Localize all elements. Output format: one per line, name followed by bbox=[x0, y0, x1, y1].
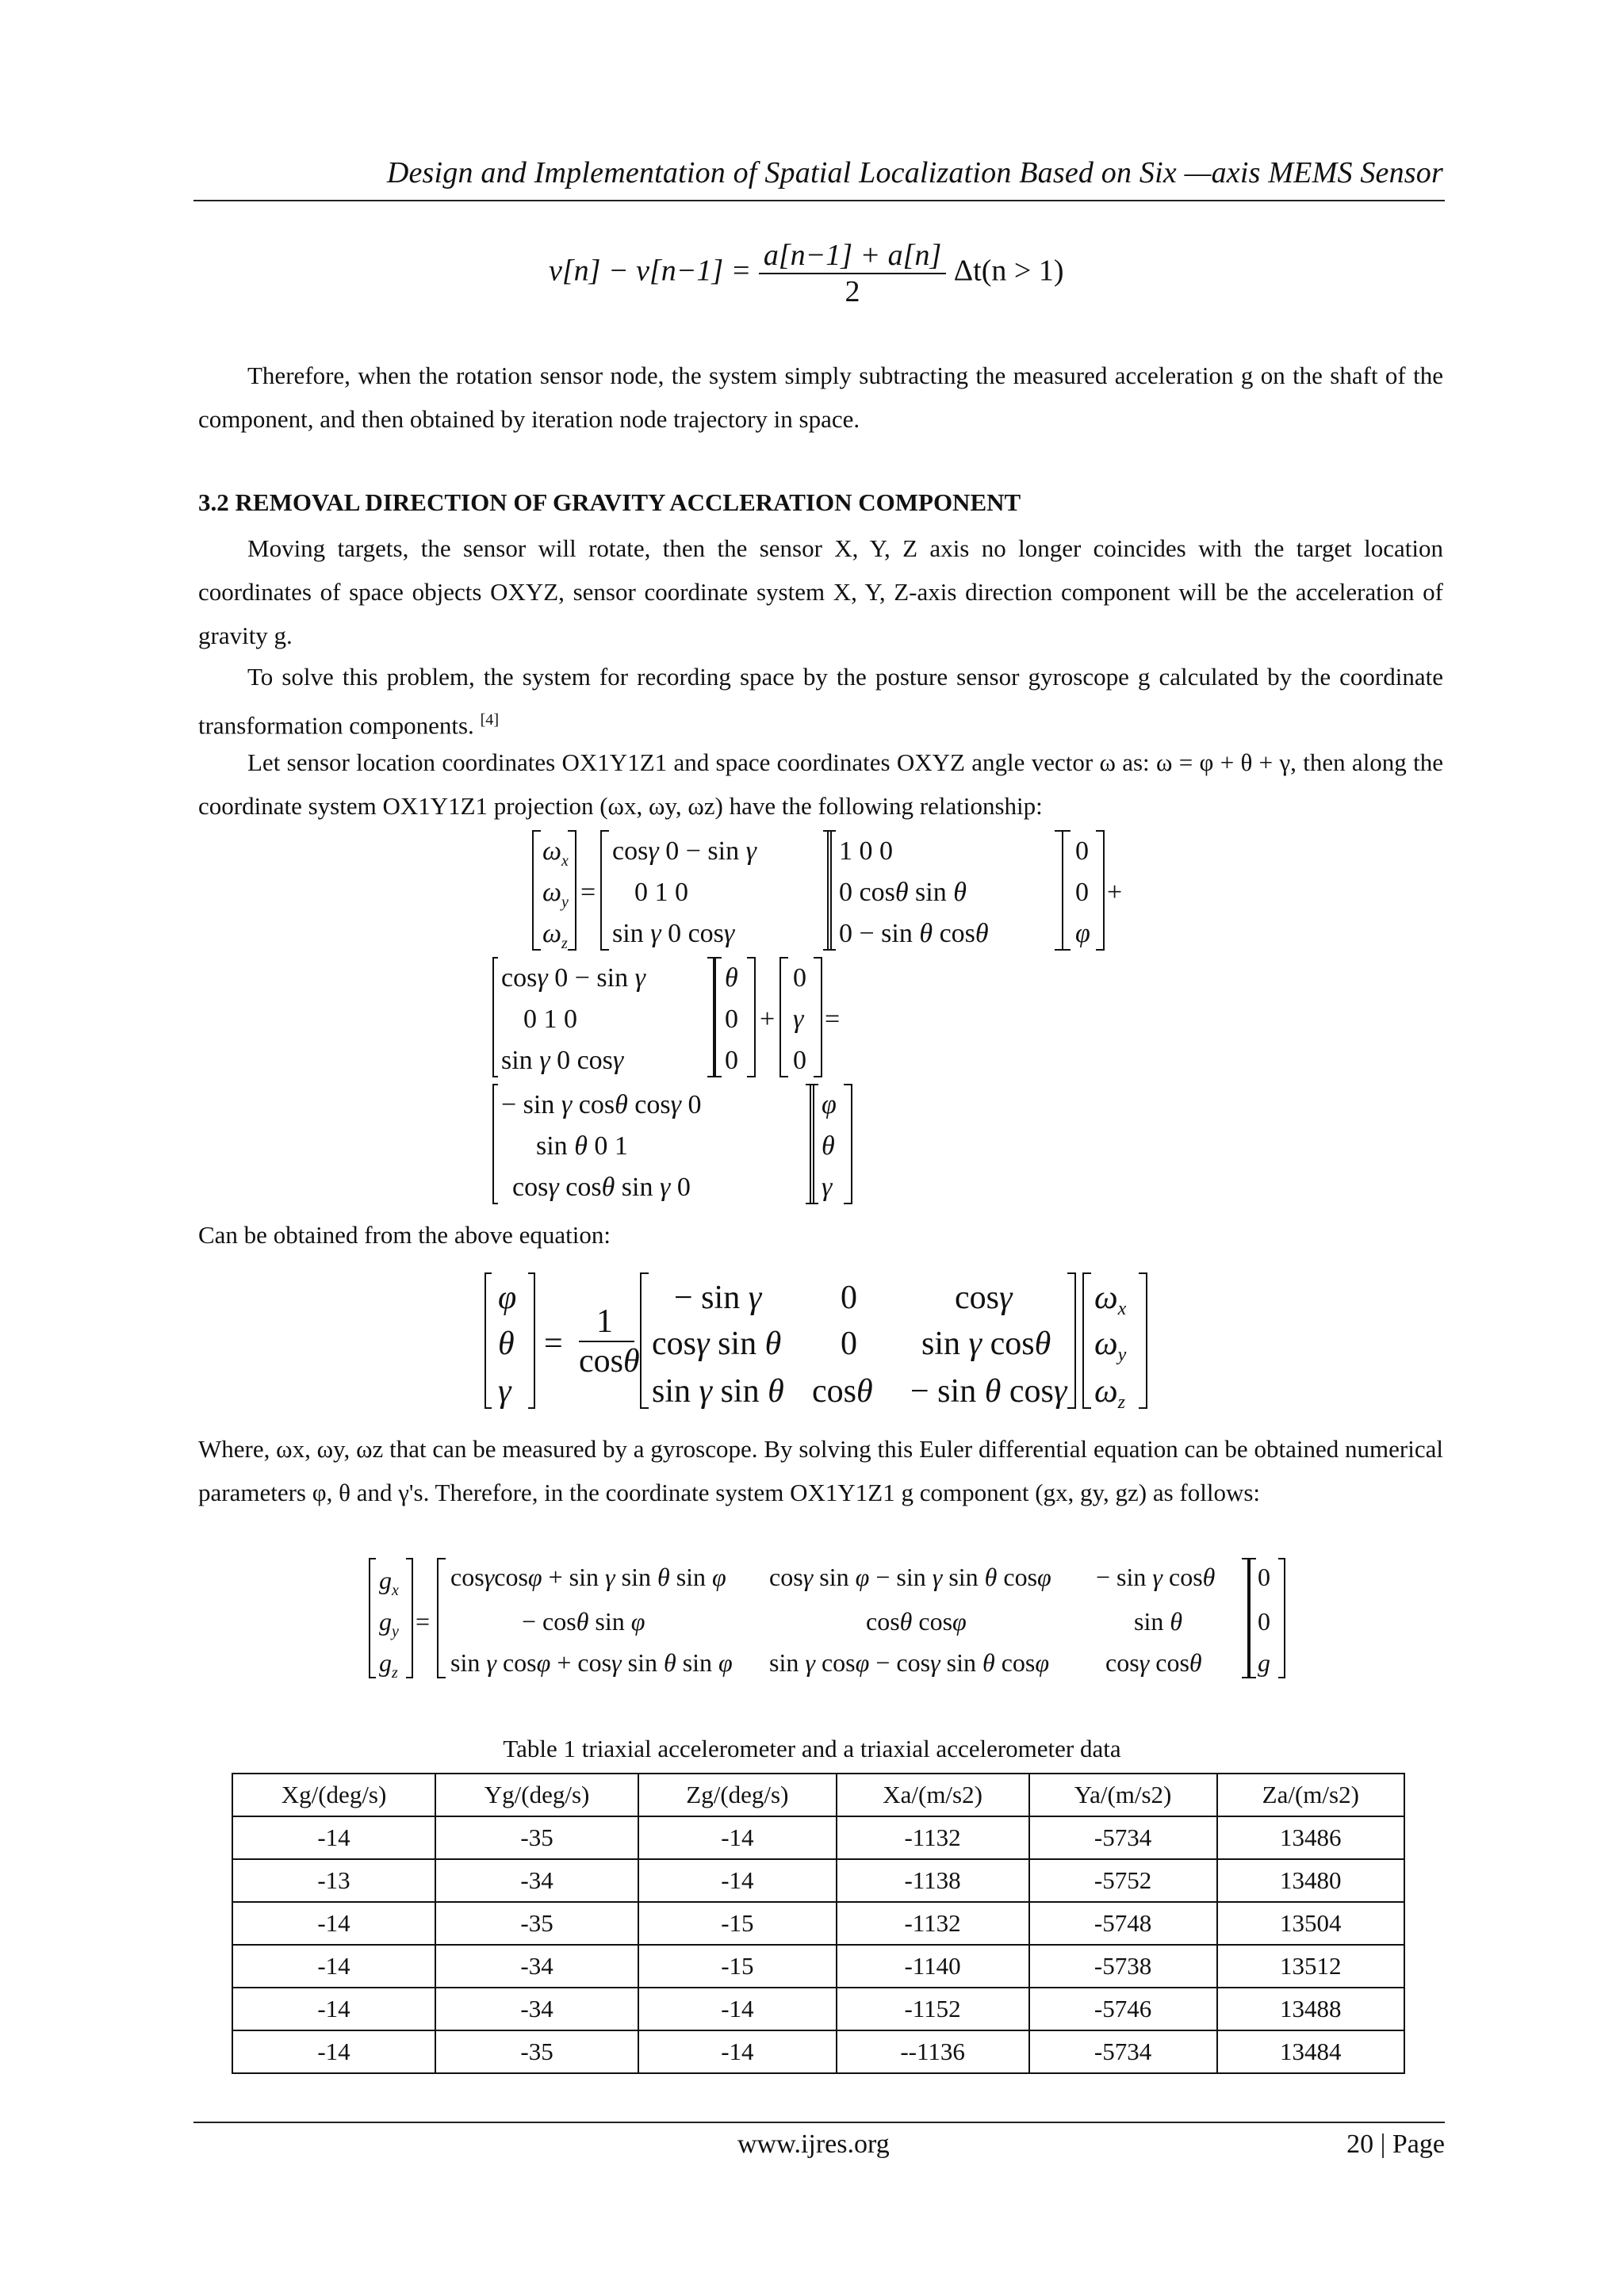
svg-text:cosγcosφ + sin γ sin θ sin φ: cosγcosφ + sin γ sin θ sin φ bbox=[450, 1563, 726, 1591]
svg-text:0 − sin θ cosθ: 0 − sin θ cosθ bbox=[839, 919, 989, 948]
svg-text:cosγ cosθ sin γ 0: cosγ cosθ sin γ 0 bbox=[512, 1173, 691, 1202]
table-row bbox=[232, 2030, 1404, 2073]
svg-text:ωz: ωz bbox=[1094, 1373, 1125, 1411]
svg-text:sin γ sin θ: sin γ sin θ bbox=[652, 1373, 784, 1410]
table-row bbox=[232, 1902, 1404, 1945]
col-header: Ya/(m/s2) bbox=[1029, 1774, 1217, 1816]
table-cell: -14 bbox=[638, 1859, 836, 1902]
svg-text:gz: $g_z$ bbox=[379, 1648, 398, 1681]
table-cell: -14 bbox=[232, 1988, 435, 2030]
paragraph-1: Therefore, when the rotation sensor node, the system simply subtracting the measured acceleration g on the shaft of the component, and then obtained by iteration node trajectory in space. bbox=[198, 362, 1443, 433]
table-cell: 13512 bbox=[1217, 1945, 1404, 1988]
col-header: Xa/(m/s2) bbox=[837, 1774, 1029, 1816]
svg-text:θ: θ bbox=[498, 1326, 515, 1362]
velocity-rhs: Δt(n > 1) bbox=[953, 254, 1064, 288]
table-row bbox=[232, 1816, 1404, 1859]
col-header: Yg/(deg/s) bbox=[435, 1774, 638, 1816]
table-cell: -14 bbox=[232, 1945, 435, 1988]
svg-text:− sin γ cosθ: − sin γ cosθ bbox=[1096, 1563, 1216, 1591]
velocity-lhs: v[n] − v[n−1] = bbox=[549, 254, 752, 288]
svg-text:=: = bbox=[544, 1326, 563, 1362]
svg-text:ωy: $\omega_y$ bbox=[542, 878, 569, 911]
svg-text:0: 0 bbox=[1075, 836, 1089, 866]
table-cell: -15 bbox=[638, 1902, 836, 1945]
svg-text:sin γ 0 cosγ: sin γ 0 cosγ bbox=[501, 1046, 624, 1075]
data-table bbox=[232, 1773, 1405, 2074]
table-cell: 13480 bbox=[1217, 1859, 1404, 1902]
col-header: Za/(m/s2) bbox=[1217, 1774, 1404, 1816]
velocity-equation bbox=[549, 238, 1063, 309]
table-cell: -34 bbox=[435, 1988, 638, 2030]
svg-text:0 cosθ sin θ: 0 cosθ sin θ bbox=[839, 878, 967, 907]
svg-text:− cosθ sin φ: − cosθ sin φ bbox=[522, 1607, 645, 1636]
svg-text:0: 0 bbox=[725, 1004, 738, 1034]
svg-text:=: = bbox=[580, 878, 596, 907]
svg-text:ωz: $\omega_z$ bbox=[542, 919, 568, 952]
velocity-denominator: 2 bbox=[845, 275, 860, 308]
gravity-component-equation bbox=[366, 1554, 1286, 1681]
table-cell: -14 bbox=[638, 2030, 836, 2073]
table-cell: -1140 bbox=[837, 1945, 1029, 1988]
svg-text:sin γ 0 cosγ: sin γ 0 cosγ bbox=[612, 919, 735, 948]
svg-text:1 0 0: 1 0 0 bbox=[839, 836, 893, 866]
svg-text:0: 0 bbox=[841, 1326, 857, 1362]
svg-text:=: = bbox=[416, 1607, 431, 1636]
table-cell: -5752 bbox=[1029, 1859, 1217, 1902]
svg-text:cosθ: cosθ bbox=[579, 1343, 640, 1380]
svg-text:gx: $g_x$ bbox=[379, 1566, 399, 1599]
table-cell: -1132 bbox=[837, 1902, 1029, 1945]
svg-text:θ: θ bbox=[822, 1131, 835, 1161]
table-cell: -1138 bbox=[837, 1859, 1029, 1902]
euler-equation bbox=[481, 1269, 1162, 1411]
table-cell: -34 bbox=[435, 1945, 638, 1988]
svg-text:+: + bbox=[1107, 878, 1123, 907]
svg-text:ωx: $\omega_x$ bbox=[542, 836, 569, 870]
svg-text:cosθ cosφ: cosθ cosφ bbox=[866, 1607, 967, 1636]
svg-text:0 1 0: 0 1 0 bbox=[634, 878, 688, 907]
svg-text:cosγ cosθ: cosγ cosθ bbox=[1105, 1648, 1202, 1677]
running-header: Design and Implementation of Spatial Localization Based on Six —axis MEMS Sensor bbox=[386, 156, 1443, 189]
svg-text:0: 0 bbox=[793, 1046, 806, 1075]
svg-text:ωy: ωy bbox=[1094, 1326, 1127, 1365]
velocity-fraction bbox=[759, 238, 946, 309]
rotation-matrix-equation bbox=[492, 825, 1126, 1205]
svg-text:sin θ 0 1: sin θ 0 1 bbox=[536, 1131, 628, 1161]
svg-text:− sin γ cosθ cosγ 0: − sin γ cosθ cosγ 0 bbox=[501, 1090, 702, 1119]
footer-rule bbox=[193, 2122, 1445, 2123]
paragraph-3 bbox=[198, 655, 1443, 747]
table-cell: 13486 bbox=[1217, 1816, 1404, 1859]
table-row bbox=[232, 1988, 1404, 2030]
svg-text:− sin γ: − sin γ bbox=[674, 1280, 762, 1316]
table-cell: 13488 bbox=[1217, 1988, 1404, 2030]
col-header: Xg/(deg/s) bbox=[232, 1774, 435, 1816]
svg-text:γ: γ bbox=[498, 1373, 511, 1410]
svg-text:cosγ: cosγ bbox=[955, 1280, 1013, 1316]
paragraph-3-text: To solve this problem, the system for recording space by the posture sensor gyroscope g calculated by the coordinate transformation components. bbox=[198, 663, 1443, 740]
citation-ref: [4] bbox=[480, 711, 500, 729]
table-cell: -5738 bbox=[1029, 1945, 1217, 1988]
table-cell: -13 bbox=[232, 1859, 435, 1902]
table-cell: --1136 bbox=[837, 2030, 1029, 2073]
table-row bbox=[232, 1945, 1404, 1988]
table-row bbox=[232, 1859, 1404, 1902]
svg-text:0 1 0: 0 1 0 bbox=[523, 1004, 577, 1034]
velocity-numerator: a[n−1] + a[n] bbox=[759, 238, 946, 274]
svg-text:ωx: ωx bbox=[1094, 1280, 1127, 1319]
table-cell: -14 bbox=[638, 1988, 836, 2030]
svg-text:cosθ: cosθ bbox=[812, 1373, 873, 1410]
svg-text:0: 0 bbox=[793, 963, 806, 993]
svg-text:cosγ 0 − sin γ: cosγ 0 − sin γ bbox=[501, 963, 645, 993]
table-cell: -35 bbox=[435, 1816, 638, 1859]
svg-text:0: 0 bbox=[841, 1280, 857, 1316]
table-cell: -35 bbox=[435, 2030, 638, 2073]
svg-text:sin γ cosθ: sin γ cosθ bbox=[921, 1326, 1051, 1362]
paragraph-4: Let sensor location coordinates OX1Y1Z1 and space coordinates OXYZ angle vector ω as: ω = φ + θ + γ, then along the coordinate system OX1Y1Z1 projection (ωx, ωy, ωz) have the following relationship: bbox=[198, 748, 1443, 820]
table-cell: 13484 bbox=[1217, 2030, 1404, 2073]
svg-text:gy: $g_y$ bbox=[379, 1607, 399, 1640]
table-cell: -14 bbox=[638, 1816, 836, 1859]
paragraph-6: Where, ωx, ωy, ωz that can be measured by a gyroscope. By solving this Euler differential equation can be obtained numerical parameters φ, θ and γ's. Therefore, in the coordinate system OX1Y1Z1 g component (gx, gy, gz) as follows: bbox=[198, 1435, 1443, 1506]
paragraph-5: Can be obtained from the above equation: bbox=[198, 1221, 611, 1249]
svg-text:cosγ sin θ: cosγ sin θ bbox=[652, 1326, 782, 1362]
section-heading: 3.2 REMOVAL DIRECTION OF GRAVITY ACCLERATION COMPONENT bbox=[198, 488, 1021, 516]
table-header-row bbox=[232, 1774, 1404, 1816]
svg-text:1: 1 bbox=[596, 1303, 613, 1340]
footer-website-link[interactable]: www.ijres.org bbox=[737, 2130, 890, 2159]
footer-page-number: 20 | Page bbox=[1346, 2130, 1445, 2159]
svg-text:φ: φ bbox=[498, 1280, 517, 1316]
svg-text:θ: θ bbox=[725, 963, 738, 993]
table-cell: -35 bbox=[435, 1902, 638, 1945]
svg-text:0: 0 bbox=[725, 1046, 738, 1075]
table-caption: Table 1 triaxial accelerometer and a triaxial accelerometer data bbox=[503, 1735, 1121, 1762]
svg-text:γ: γ bbox=[793, 1004, 804, 1034]
svg-text:0: 0 bbox=[1075, 878, 1089, 907]
table-cell: -5734 bbox=[1029, 2030, 1217, 2073]
svg-text:cosγ sin φ − sin γ sin θ cosφ: cosγ sin φ − sin γ sin θ cosφ bbox=[769, 1563, 1051, 1591]
svg-text:− sin θ cosγ: − sin θ cosγ bbox=[910, 1373, 1067, 1410]
table-cell: -14 bbox=[232, 1902, 435, 1945]
paragraph-2: Moving targets, the sensor will rotate, then the sensor X, Y, Z axis no longer coincides with the target location coordinates of space objects OXYZ, sensor coordinate system X, Y, Z-axis direction component will be the acceleration of gravity g. bbox=[198, 534, 1443, 649]
svg-text:g: g bbox=[1258, 1648, 1270, 1677]
table-cell: 13504 bbox=[1217, 1902, 1404, 1945]
svg-text:0: 0 bbox=[1258, 1563, 1270, 1591]
table-cell: -34 bbox=[435, 1859, 638, 1902]
svg-text:+: + bbox=[760, 1004, 776, 1034]
table-cell: -5734 bbox=[1029, 1816, 1217, 1859]
svg-text:φ: φ bbox=[822, 1090, 837, 1119]
table-cell: -5748 bbox=[1029, 1902, 1217, 1945]
svg-text:φ: φ bbox=[1075, 919, 1090, 948]
svg-text:sin γ cosφ − cosγ sin θ cosφ: sin γ cosφ − cosγ sin θ cosφ bbox=[769, 1648, 1050, 1677]
table-cell: -5746 bbox=[1029, 1988, 1217, 2030]
svg-text:cosγ 0 − sin γ: cosγ 0 − sin γ bbox=[612, 836, 756, 866]
table-cell: -1152 bbox=[837, 1988, 1029, 2030]
table-cell: -15 bbox=[638, 1945, 836, 1988]
svg-text:0: 0 bbox=[1258, 1607, 1270, 1636]
svg-text:sin γ cosφ + cosγ sin θ sin φ: sin γ cosφ + cosγ sin θ sin φ bbox=[450, 1648, 733, 1677]
table-cell: -14 bbox=[232, 1816, 435, 1859]
svg-text:sin θ: sin θ bbox=[1134, 1607, 1183, 1636]
table-cell: -1132 bbox=[837, 1816, 1029, 1859]
header-rule bbox=[193, 200, 1445, 201]
col-header: Zg/(deg/s) bbox=[638, 1774, 836, 1816]
table-cell: -14 bbox=[232, 2030, 435, 2073]
svg-text:γ: γ bbox=[822, 1173, 833, 1202]
svg-text:=: = bbox=[825, 1004, 841, 1034]
